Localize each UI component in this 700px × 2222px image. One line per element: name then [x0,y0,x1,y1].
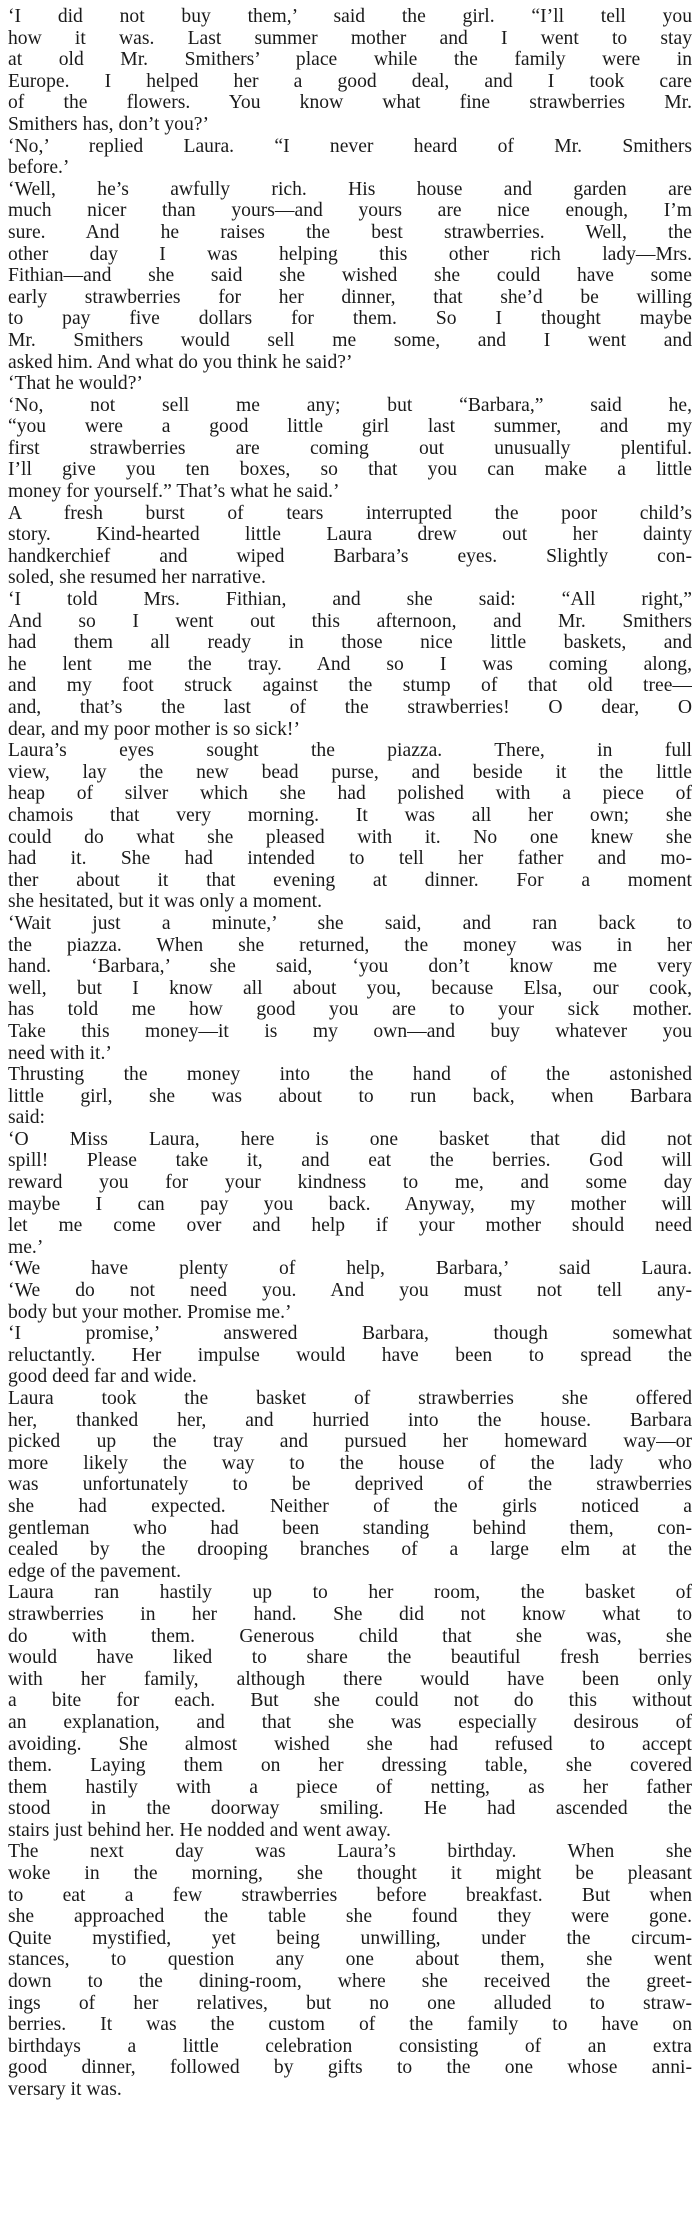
article-line: ‘Well, he’s awfully rich. His house and garden are [8,178,692,200]
article-line: ‘I told Mrs. Fithian, and she said: “All right,” [8,589,692,611]
article-line: good deed far and wide. [8,1366,197,1388]
article-line: ings of her relatives, but no one alluded to straw- [8,1992,692,2014]
article-line: heap of silver which she had polished with a piece of [8,783,692,805]
article-line: and my foot struck against the stump of that old tree— [8,675,692,697]
article-line: dear, and my poor mother is so sick!’ [8,718,300,740]
article-line: Fithian—and she said she wished she could have some [8,265,692,287]
article-line: Laura’s eyes sought the piazza. There, in full [8,740,692,762]
article-line: stood in the doorway smiling. He had ascended the [8,1798,692,1820]
article-line: an explanation, and that she was especially desirous of [8,1711,692,1733]
article-line: could do what she pleased with it. No one knew she [8,826,692,848]
article-line: reluctantly. Her impulse would have been to spread the [8,1344,692,1366]
article-line: body but your mother. Promise me.’ [8,1301,292,1323]
article-line: stances, to question any one about them, she went [8,1949,692,1971]
article-line: he lent me the tray. And so I was coming along, [8,653,692,675]
article-line: had it. She had intended to tell her father and mo- [8,848,692,870]
article-line: and, that’s the last of the strawberries! O dear, O [8,697,692,718]
article-line: Smithers has, don’t you?’ [8,113,209,135]
article-line: reward you for your kindness to me, and some day [8,1172,692,1194]
article-line: do with them. Generous child that she was, she [8,1625,692,1647]
article-line: she approached the table she found they were gone. [8,1906,692,1928]
article-line: ther about it that evening at dinner. For a moment [8,869,692,891]
article-line: with her family, although there would have been only [8,1668,692,1690]
article-line: cealed by the drooping branches of a large elm at the [8,1539,692,1561]
article-line: story. Kind-hearted little Laura drew out her dainty [8,524,692,546]
article-line: ‘We do not need you. And you must not tell any- [8,1280,692,1302]
article-line: maybe I can pay you back. Anyway, my mother will [8,1193,692,1215]
article-line: them. Laying them on her dressing table, she covered [8,1755,692,1777]
article-line: first strawberries are coming out unusually plentiful. [8,437,692,459]
article-line: edge of the pavement. [8,1560,182,1582]
article-line: the piazza. When she returned, the money was in her [8,934,692,956]
article-line: ‘No,’ replied Laura. “I never heard of Mr. Smithers [8,135,692,157]
article-line: “you were a good little girl last summer, and my [8,416,692,438]
article-line: ‘O Miss Laura, here is one basket that did not [8,1128,692,1150]
article-line: she had expected. Neither of the girls noticed a [8,1495,692,1517]
article-line: hand. ‘Barbara,’ she said, ‘you don’t know me very [8,956,692,978]
article-line: much nicer than yours—and yours are nice enough, I’m [8,200,692,222]
article-line: versary it was. [8,2079,122,2100]
article-line: how it was. Last summer mother and I went to stay [8,27,692,49]
article-line: said: [8,1107,46,1129]
article-line: she hesitated, but it was only a moment. [8,891,322,913]
article-line: ‘That he would?’ [8,373,143,395]
article-line: Take this money—it is my own—and buy whatever you [8,1020,692,1042]
article-line: me.’ [8,1236,44,1258]
article-line: has told me how good you are to your sick mother. [8,999,692,1021]
article-line: ‘No, not sell me any; but “Barbara,” said he, [8,394,692,416]
article-line: little girl, she was about to run back, when Barbara [8,1085,692,1107]
article-line: Laura ran hastily up to her room, the basket of [8,1582,692,1604]
article-line: ‘I promise,’ answered Barbara, though somewhat [8,1323,692,1345]
article-line: sure. And he raises the best strawberries. Well, the [8,221,692,243]
article-line: asked him. And what do you think he said?’ [8,351,353,373]
article-line: money for yourself.” That’s what he said.’ [8,481,340,503]
article-line: spill! Please take it, and eat the berries. God will [8,1150,692,1172]
article-line: more likely the way to the house of the lady who [8,1452,692,1474]
article-line: birthdays a little celebration consisting of an extra [8,2035,692,2057]
article-line: stairs just behind her. He nodded and went away. [8,1819,391,1841]
article-line: before.’ [8,157,70,179]
article-line: ‘We have plenty of help, Barbara,’ said Laura. [8,1258,692,1280]
article-line: picked up the tray and pursued her homeward way—or [8,1431,692,1453]
article-line: to eat a few strawberries before breakfast. But when [8,1884,692,1906]
article-line: berries. It was the custom of the family to have on [8,2014,692,2036]
article-line: strawberries in her hand. She did not know what to [8,1603,692,1625]
article-line: And so I went out this afternoon, and Mr. Smithers [8,610,692,632]
article-line: A fresh burst of tears interrupted the poor child’s [8,502,692,524]
article-line: handkerchief and wiped Barbara’s eyes. Slightly con- [8,545,692,567]
article-line: Quite mystified, yet being unwilling, under the circum- [8,1927,692,1949]
article-line: other day I was helping this other rich lady—Mrs. [8,243,692,265]
article-line: a bite for each. But she could not do this without [8,1690,692,1712]
article-line: to pay five dollars for them. So I thought maybe [8,308,692,330]
article-line: The next day was Laura’s birthday. When she [8,1841,692,1863]
article-line: woke in the morning, she thought it might be pleasant [8,1863,692,1885]
article-line: would have liked to share the beautiful fresh berries [8,1647,692,1669]
article-line: her, thanked her, and hurried into the house. Barbara [8,1409,692,1431]
article-line: was unfortunately to be deprived of the strawberries [8,1474,692,1496]
article-line: let me come over and help if your mother should need [8,1215,692,1237]
article-line: at old Mr. Smithers’ place while the family were in [8,49,692,71]
article-line: soled, she resumed her narrative. [8,567,266,589]
article-line: chamois that very morning. It was all her own; she [8,804,692,826]
article-line: Mr. Smithers would sell me some, and I went and [8,329,692,351]
article-line: need with it.’ [8,1042,112,1064]
article-line: them hastily with a piece of netting, as her father [8,1776,692,1798]
article-line: Laura took the basket of strawberries she offered [8,1388,692,1409]
article-line: down to the dining-room, where she received the greet- [8,1971,692,1993]
article-line: early strawberries for her dinner, that she’d be willing [8,286,692,308]
article-line: avoiding. She almost wished she had refused to accept [8,1733,692,1755]
article-line: gentleman who had been standing behind them, con- [8,1517,692,1539]
article-line: of the flowers. You know what fine strawberries Mr. [8,92,692,114]
article-column [8,6,692,2101]
article-line: view, lay the new bead purse, and beside it the little [8,761,692,783]
article-line: Europe. I helped her a good deal, and I took care [8,70,692,92]
article-line: Thrusting the money into the hand of the astonished [8,1064,692,1086]
article-line: well, but I know all about you, because Elsa, our cook, [8,977,692,999]
article-line: ‘I did not buy them,’ said the girl. “I’ll tell you [8,6,692,27]
article-line: I’ll give you ten boxes, so that you can make a little [8,459,692,481]
article-line: good dinner, followed by gifts to the one whose anni- [8,2057,692,2079]
article-line: had them all ready in those nice little baskets, and [8,632,692,654]
article-line: ‘Wait just a minute,’ she said, and ran back to [8,912,692,934]
